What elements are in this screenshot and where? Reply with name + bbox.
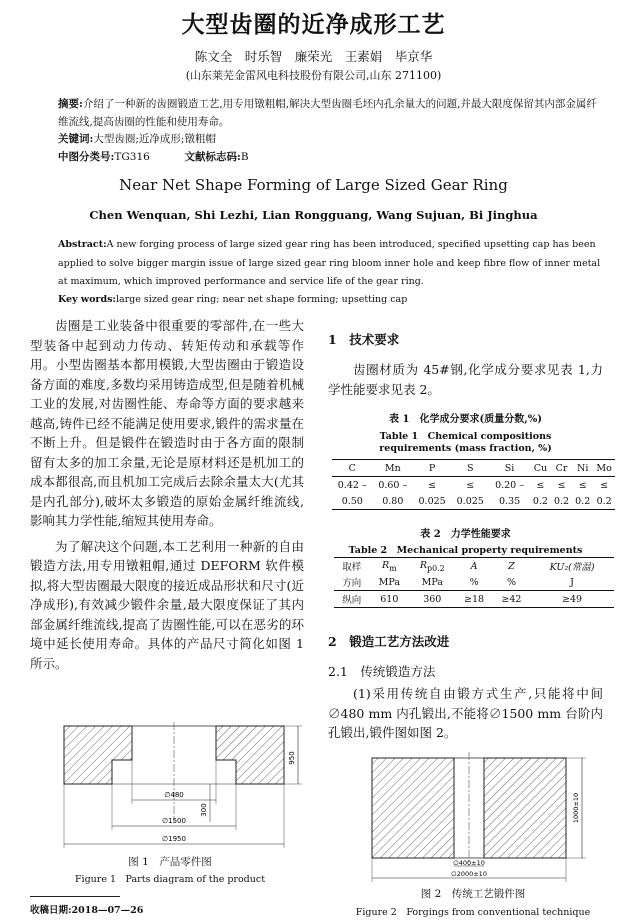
table-2-caption-en: Table 2 Mechanical property requirements: [348, 545, 583, 556]
figure-1-drawing: [40, 722, 312, 852]
keywords-en-text: large sized gear ring; near net shape forming; upsetting cap: [115, 294, 408, 305]
received-date: 收稿日期:2018—07—26: [30, 905, 144, 916]
table-cell: ≤: [466, 479, 475, 491]
table-2-header: 取样: [342, 562, 362, 573]
part-section-left: [64, 726, 132, 784]
keywords-cn-text: 大型齿圈;近净成形;镦粗帽: [93, 133, 216, 145]
affiliation: (山东莱芜金雷风电科技股份有限公司,山东 271100): [185, 69, 442, 82]
body-paragraph: 齿圈是工业装备中很重要的零部件,在一些大型装备中起到动力传动、转矩传动和承载等作用。小型齿圈基本都用模锻,大型齿圈由于锻造设备方面的难度,多数均采用铸造成型,但是随着机械工业的发展,对齿圈性能、寿命等方面的要求越来越高,铸件已经不能满足使用要求,锻件的需求量在不断上升。但是锻件在锻造时由于各方面的限制留有太多的加工余量,无论是原材料还是机加工的成本都很高,而且机加工完成后去除余量太大(尤其是内孔部分),破坏太多锻造的原始金属纤维流线,影响其力学性能,缩短其使用寿命。: [30, 318, 304, 528]
section-1-text: 齿圈材质为 45#钢,化学成分要求见表 1,力学性能要求见表 2。: [328, 362, 603, 397]
table-1-header: S: [466, 462, 474, 474]
figure-1-caption-cn: 图 1 产品零件图: [128, 856, 212, 868]
table-1-header: Mn: [384, 462, 401, 474]
table-2-unit: MPa: [421, 576, 443, 588]
section-2-1-heading: 2.1 传统锻造方法: [328, 664, 436, 679]
title-en: Near Net Shape Forming of Large Sized Gear Ring: [119, 176, 508, 194]
table-row: [332, 493, 615, 510]
table-2-header: Z: [508, 560, 515, 572]
body-paragraph: 为了解决这个问题,本工艺利用一种新的自由锻造方法,用专用镦粗帽,通过 DEFORM 软件模拟,将大型齿圈最大限度的接近成品形状和尺寸(近净成形),有效减少锻件余量,最大限度保证了其内部金属纤维流线,提高了齿圈性能,可以在恶劣的环境中延长使用寿命。具体的产品尺寸简化如图 1 所示。: [30, 538, 304, 671]
part-section-right: [216, 726, 284, 784]
table-cell: 0.80: [382, 495, 404, 507]
abstract-cn: [58, 95, 598, 131]
table-cell: ≥18: [464, 593, 485, 605]
table-2-unit: %: [506, 576, 516, 588]
clc-label: 中图分类号:: [58, 151, 115, 163]
table-2-caption-cn: 表 2 力学性能要求: [420, 529, 511, 540]
table-1: [332, 459, 615, 510]
doc-code-label: 文献标志码:: [184, 151, 241, 163]
keywords-cn: [58, 131, 216, 146]
table-1-header: Cr: [555, 462, 568, 474]
table-cell: ≥42: [501, 593, 522, 605]
table-1-header-row: [332, 460, 615, 477]
table-cell: 0.2: [553, 495, 570, 507]
table-1-header: P: [428, 462, 436, 474]
table-cell: 0.42 –: [337, 479, 367, 491]
forging-section-right: [484, 758, 566, 858]
section-2-1-text: (1)采用传统自由锻方式生产,只能将中间 ∅480 mm 内孔锻出,不能将∅1500 mm 台阶内孔锻出,锻件图如图 2。: [328, 686, 603, 740]
table-1-caption-en-2: requirements (mass fraction, %): [379, 443, 552, 454]
dim-inner-label: ∅480: [164, 791, 184, 799]
section-1-heading: 1 技术要求: [328, 332, 400, 347]
abstract-cn-text: 介绍了一种新的齿圈锻造工艺,用专用镦粗帽,解决大型齿圈毛坯内孔余量大的问题,并最大限度保留其内部金属纤维流线,提高齿圈的性能和使用寿命。: [58, 98, 597, 128]
paper-title: 大型齿圈的近净成形工艺: [181, 11, 446, 38]
abstract-cn-label: 摘要:: [58, 98, 83, 110]
table-cell: ≤: [578, 479, 587, 491]
table-cell: 0.20 –: [495, 479, 525, 491]
table-2-unit: J: [570, 576, 574, 588]
table-2: [334, 557, 614, 608]
figure-2-drawing: [350, 752, 600, 884]
figure-2-caption-cn: 图 2 传统工艺锻件图: [420, 888, 526, 900]
abstract-en: [58, 236, 603, 292]
dim-mid-label: ∅1500: [162, 817, 186, 825]
dim-step-label: 300: [200, 803, 208, 817]
clc-value: TG316: [114, 151, 150, 163]
table-1-caption-cn: 表 1 化学成分要求(质量分数,%): [389, 414, 542, 425]
forging-section-left: [372, 758, 454, 858]
table-cell: 610: [380, 593, 399, 605]
body-left-column: [30, 316, 304, 673]
authors-en: Chen Wenquan, Shi Lezhi, Lian Rongguang, Wang Sujuan, Bi Jinghua: [89, 208, 538, 222]
subscript: p0.2: [427, 563, 445, 573]
figure-1-caption-en: Figure 1 Parts diagram of the product: [74, 874, 266, 885]
figure-2-caption-en: Figure 2 Forgings from conventional technique: [355, 907, 591, 918]
table-cell: 0.025: [456, 495, 484, 507]
classification: [58, 149, 249, 164]
table-cell: 0.50: [341, 495, 363, 507]
dim-height-label: 1000±10: [572, 792, 580, 824]
abstract-en-label: Abstract:: [58, 239, 107, 250]
table-2-unit: 方向: [342, 578, 362, 589]
keywords-cn-label: 关键词:: [58, 133, 94, 145]
dim-outer-label: ∅1950: [162, 835, 186, 843]
table-1-header: Ni: [577, 462, 589, 474]
table-2-header: A: [470, 560, 478, 572]
table-cell: 0.60 –: [378, 479, 408, 491]
table-cell: 0.2: [575, 495, 591, 507]
subscript: m: [389, 563, 397, 573]
abstract-en-text: A new forging process of large sized gear ring has been introduced, specified upsetting cap has been applied to solve bigger margin issue of large sized gear ring bloom inner hole and keep fibre flow of inner metal at maximum, which improved performance and service life of the gear ring.: [58, 239, 601, 287]
keywords-en-label: Key words:: [58, 294, 116, 305]
table-2-header: $R_{p0.2}$: [419, 559, 445, 573]
keywords-en: [58, 294, 407, 305]
table-cell: 0.2: [532, 495, 548, 507]
table-1-header: Mo: [596, 462, 612, 474]
table-cell: ≥49: [562, 593, 583, 605]
table-2-header-row: [334, 558, 614, 575]
dim-inner-label: ∅400±10: [453, 859, 485, 867]
table-2-unit-row: [334, 574, 614, 591]
table-cell: 纵向: [342, 595, 362, 606]
table-cell: 0.025: [418, 495, 446, 507]
table-cell: ≤: [428, 479, 437, 491]
doc-code-value: B: [240, 151, 249, 163]
table-cell: ≤: [600, 479, 609, 491]
table-2-header: KU₂(常温): [549, 562, 595, 573]
dim-outer-label: ∅2000±10: [451, 870, 487, 878]
table-cell: 0.2: [596, 495, 612, 507]
table-2-header: $R_m$: [381, 559, 397, 573]
table-cell: ≤: [557, 479, 566, 491]
table-2-unit: %: [469, 576, 479, 588]
authors: 陈文全 时乐智 廉荣光 王素娟 毕京华: [194, 49, 433, 64]
table-row: [332, 477, 615, 494]
table-cell: ≤: [536, 479, 545, 491]
table-1-header: Cu: [533, 462, 548, 474]
table-row: [334, 591, 614, 608]
dim-height-label: 950: [288, 751, 296, 765]
table-1-caption-en: Table 1 Chemical compositions: [379, 431, 552, 442]
table-1-header: Si: [504, 462, 515, 474]
table-cell: 0.35: [498, 495, 521, 507]
table-1-header: C: [348, 462, 356, 474]
table-cell: 360: [423, 593, 442, 605]
section-2-heading: 2 锻造工艺方法改进: [328, 634, 450, 649]
table-2-unit: MPa: [378, 576, 400, 588]
